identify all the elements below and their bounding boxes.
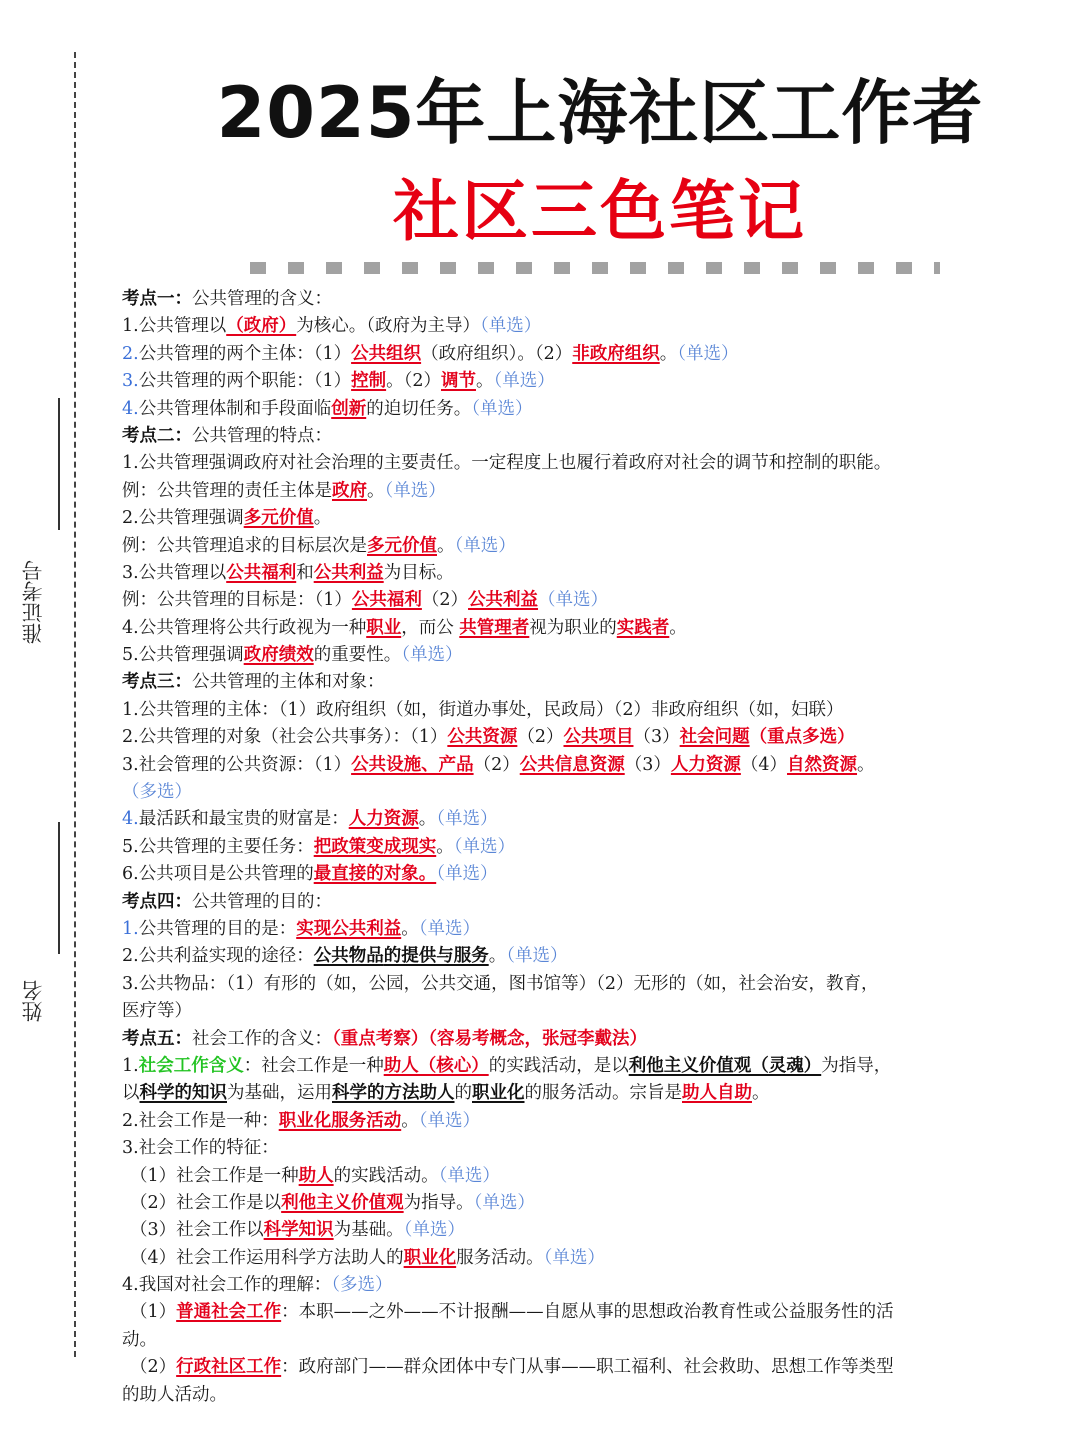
note-text: ：社会工作是一种 [243,1055,384,1076]
question-type-tag: （单选） [384,480,446,501]
cropped-text-strip [250,262,940,274]
note-line [122,642,1052,669]
note-text: 1. [122,918,139,939]
note-text: 6.公共项目是公共管理的 [122,864,314,885]
key-term-red: 多元价值 [243,508,314,529]
binding-margin-dashed-line [74,52,76,1357]
note-text: （1）社会工作是一种 [130,1165,299,1186]
question-type-tag: （单选） [473,1192,535,1213]
note-text: 公共管理的特点： [192,425,332,446]
note-line [122,1026,1052,1053]
note-text: 最活跃和最宝贵的财富是： [138,809,349,830]
key-term-red: 公共项目 [563,727,634,748]
note-line [122,1354,1052,1381]
question-type-tag: （多选） [331,1275,393,1296]
note-text: 为指导。 [403,1192,474,1213]
name-label: 姓名 [21,980,45,1022]
note-line [122,396,1052,423]
key-term-red: 人力资源 [670,754,741,775]
note-text: 3.社会工作的特征： [122,1138,279,1159]
note-line [122,779,1052,806]
key-term-red: 职业化 [403,1247,457,1268]
note-text: 2. [122,343,139,364]
question-type-tag: （单选） [454,535,516,556]
key-term-red: （重点多选） [749,727,855,748]
note-text: 的 [454,1083,472,1104]
note-text: ，而公 [401,617,460,638]
note-text: 公共管理的两个主体：（1） [138,343,352,364]
note-line [122,1382,1052,1409]
key-term-black: 科学的知识 [139,1083,227,1104]
note-text: 为核心。（政府为主导） [296,316,480,337]
question-type-tag: （单选） [493,371,555,392]
key-term-red: 实践者 [616,617,670,638]
note-text: （2） [421,590,469,611]
note-line [122,697,1052,724]
note-line [122,669,1052,696]
note-text: 。 [367,480,385,501]
note-text: 1.公共管理的主体：（1）政府组织（如，街道办事处，民政局）（2）非政府组织（如，妇联） [122,699,844,720]
note-text: （4）社会工作运用科学方法助人的 [130,1247,404,1268]
note-text: ：政府部门——群众团体中专门从事——职工福利、社会救助、思想工作等类型 [281,1357,894,1378]
note-text: 1.公共管理强调政府对社会治理的主要责任。一定程度上也履行着政府对社会的调节和控制的职能。 [122,453,892,474]
page-subtitle: 社区三色笔记 [393,173,807,250]
note-text: 。（2） [386,371,441,392]
note-line [122,1217,1052,1244]
note-text: ：本职——之外——不计报酬——自愿从事的思想政治教育性或公益服务性的活 [281,1302,894,1323]
question-type-tag: （单选） [418,918,480,939]
note-line [122,889,1052,916]
key-term-green: 社会工作含义 [138,1055,244,1076]
note-line [122,943,1052,970]
key-term-red: 创新 [331,398,367,419]
note-text: 。 [475,371,494,392]
key-term-red: 助人（核心） [383,1055,489,1076]
note-text: 社会工作的含义： [192,1028,332,1049]
key-term-red: 社会问题 [679,727,750,748]
key-term-red: 公共福利 [226,562,297,583]
key-term-red: 公共信息资源 [519,754,625,775]
key-term-red: 把政策变成现实 [313,836,437,857]
note-line [122,916,1052,943]
note-text: 的助人活动。 [122,1384,227,1405]
key-term-black: 的提供与服务 [383,946,489,967]
key-term-red: 职业 [366,617,402,638]
key-term-red: 公共资源 [447,727,518,748]
key-term-red: （重点考察）（容易考概念，张冠李戴法） [332,1028,647,1049]
notes-body [122,286,1052,1409]
note-text: 以 [122,1083,140,1104]
note-text: 3. [122,371,139,392]
question-type-tag: （单选） [538,590,609,611]
note-text: 公共管理的主体和对象： [192,672,385,693]
key-term-red: 最直接的对象。 [313,864,437,885]
note-text: 。 [669,617,687,638]
note-text: 5.公共管理强调 [122,645,244,666]
note-text: 例：公共管理追求的目标层次是 [122,535,367,556]
note-text: 服务活动。 [456,1247,544,1268]
note-line [122,724,1052,751]
note-line [122,1163,1052,1190]
note-text: （2） [130,1357,177,1378]
key-term-red: 公共利益 [313,562,384,583]
note-text: 动。 [122,1329,157,1350]
key-term-red: 行政社区工作 [176,1357,282,1378]
page-title: 2025年上海社区工作者 [216,72,984,154]
note-text: 视为职业的 [529,617,617,638]
note-text: 。 [418,809,437,830]
note-line [122,752,1052,779]
topic-heading: 考点一： [122,289,192,309]
topic-heading: 考点四： [122,891,192,912]
note-line [122,286,1052,313]
note-line [122,423,1052,450]
key-term-red: 实现公共利益 [296,918,402,939]
key-term-red: 利他主义价值观 [281,1192,404,1213]
note-text: （2） [517,727,564,748]
note-text: 医疗等） [122,1001,192,1022]
note-text: 。 [401,1110,419,1131]
note-line [122,1299,1052,1326]
note-line [122,861,1052,888]
note-text: 和 [296,562,314,583]
note-text: 的重要性。 [313,645,402,666]
key-term-red: 非政府组织 [572,343,660,364]
note-text: （2） [473,754,520,775]
note-text: 1. [122,1055,139,1076]
note-text: 。 [659,343,678,364]
note-line [122,560,1052,587]
question-type-tag: （单选） [506,946,568,967]
note-text: （1） [130,1302,177,1323]
note-text: （3） [624,754,671,775]
note-text: 2.公共利益实现的途径： [122,946,314,967]
note-text: 3.公共管理以 [122,562,227,583]
note-line [122,450,1052,477]
note-text: 。 [857,754,875,775]
note-line [122,998,1052,1025]
note-text: 公共管理的目的： [192,891,332,912]
note-text: 例：公共管理的责任主体是 [122,480,332,501]
key-term-red: 共管理者 [459,617,530,638]
key-term-red: 控制 [351,371,387,392]
question-type-tag: （单选） [453,836,515,857]
question-type-tag: （单选） [438,1165,500,1186]
question-type-tag: （单选） [471,398,533,419]
note-text: 为指导， [821,1055,892,1076]
note-text: （3）社会工作以 [130,1220,264,1241]
note-text: 。 [488,946,507,967]
name-blank-line [58,822,60,954]
exam-number-blank-line [58,398,60,530]
note-text: 3.社会管理的公共资源：（1） [122,754,352,775]
key-term-black: 职业化 [472,1083,525,1104]
key-term-red: 公共设施、产品 [351,754,474,775]
key-term-red: 职业化服务活动 [278,1110,402,1131]
note-line [122,587,1052,614]
note-text: 为基础，运用 [227,1083,332,1104]
note-text: 4.我国对社会工作的理解： [122,1275,332,1296]
topic-heading: 考点五： [122,1028,192,1049]
note-text: 2.社会工作是一种： [122,1110,279,1131]
question-type-tag: （单选） [436,809,498,830]
note-line [122,505,1052,532]
key-term-red: 自然资源 [787,754,858,775]
question-type-tag: （单选） [418,1110,480,1131]
key-term-red: 助人 [298,1165,334,1186]
note-line [122,971,1052,998]
key-term-red: 助人自助 [682,1083,752,1104]
note-line [122,806,1052,833]
note-text: 的迫切任务。 [366,398,472,419]
note-text: 。 [437,535,455,556]
note-line [122,1245,1052,1272]
note-text: 4. [122,809,139,830]
note-line [122,478,1052,505]
note-text: 3.公共物品：（1）有形的（如，公园，公共交通，图书馆等）（2）无形的（如，社会治安，教育， [122,973,879,994]
note-line [122,368,1052,395]
note-text: 的服务活动。宗旨是 [524,1083,682,1104]
key-term-red: 人力资源 [348,809,419,830]
note-text: 公共管理的两个职能：（1） [138,371,352,392]
key-term-red: （政府） [226,316,297,337]
note-text: 。 [752,1083,770,1104]
key-term-black: 科学的方法助人 [332,1083,455,1104]
note-text: 4.公共管理将公共行政视为一种 [122,617,367,638]
key-term-red: 普通社会工作 [176,1302,282,1323]
note-line [122,341,1052,368]
topic-heading: 考点三： [122,672,192,693]
note-text: 公共管理体制和手段面临 [138,398,332,419]
note-line [122,313,1052,340]
note-text: （2）社会工作是以 [130,1192,282,1213]
question-type-tag: （单选） [401,645,463,666]
question-type-tag: （多选） [122,782,192,803]
note-text: 公共管理的含义： [192,289,332,309]
key-term-red: 调节 [440,371,476,392]
note-line [122,1190,1052,1217]
note-line [122,1108,1052,1135]
note-text: 。 [401,918,419,939]
note-line [122,615,1052,642]
question-type-tag: （单选） [436,864,498,885]
key-term-red: 公共利益 [468,590,539,611]
note-text: 。 [313,508,332,529]
note-text: 。 [436,836,454,857]
question-type-tag: （单选） [543,1247,605,1268]
note-text: 1.公共管理以 [122,316,227,337]
note-line [122,1135,1052,1162]
key-term-black: 公共物品 [313,946,384,967]
note-text: （4） [740,754,788,775]
note-line [122,834,1052,861]
question-type-tag: （单选） [479,316,542,337]
note-line [122,1327,1052,1354]
question-type-tag: （单选） [403,1220,465,1241]
note-text: 的实践活动，是以 [488,1055,629,1076]
key-term-red: 政府绩效 [243,645,314,666]
note-text: 例：公共管理的目标是：（1） [122,590,352,611]
key-term-red: 多元价值 [367,535,437,556]
key-term-black: 利他主义价值观（灵魂） [628,1055,822,1076]
note-text: 2.公共管理强调 [122,508,244,529]
key-term-red: 公共福利 [351,590,422,611]
note-text: 5.公共管理的主要任务： [122,836,314,857]
note-text: 2.公共管理的对象（社会公共事务）：（1） [122,727,448,748]
question-type-tag: （单选） [677,343,739,364]
topic-heading: 考点二： [122,425,192,446]
exam-number-label: 准证考号 [21,560,45,644]
key-term-red: 公共组织 [351,343,422,364]
note-text: 公共管理的目的是： [138,918,297,939]
key-term-red: 科学知识 [263,1220,334,1241]
note-text: 为基础。 [333,1220,404,1241]
note-line [122,1272,1052,1299]
note-text: （政府组织）。（2） [421,343,573,364]
note-text: （3） [633,727,680,748]
note-line [122,533,1052,560]
note-text: 的实践活动。 [333,1165,439,1186]
note-text: 为目标。 [383,562,454,583]
note-text: 4. [122,398,139,419]
key-term-red: 政府 [332,480,367,501]
note-line [122,1080,1052,1107]
note-line [122,1053,1052,1080]
